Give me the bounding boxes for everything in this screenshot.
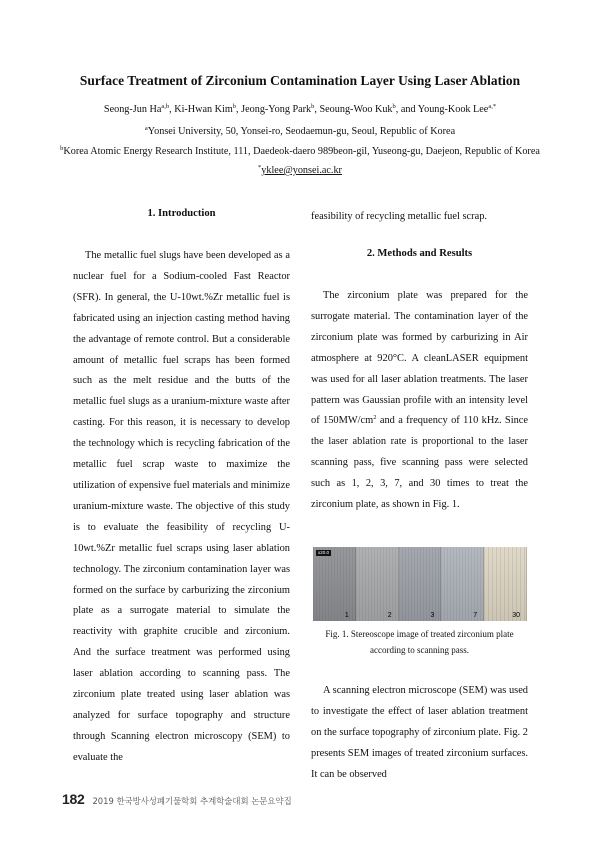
panel-label: 7 <box>473 612 478 619</box>
corresponding-email <box>0 164 600 177</box>
author-separator: , <box>314 104 320 115</box>
page-footer <box>62 791 292 807</box>
affiliation-a <box>0 125 600 138</box>
sem-paragraph: A scanning electron microscope (SEM) was used to investigate the effect of laser ablation treatment on the surface topography of zirconium plate. Fig. 2 presents SEM images of treated zirconium surfaces. It can be observed <box>311 685 528 780</box>
intro-paragraph: The metallic fuel slugs have been developed as a nuclear fuel for a Sodium-cooled Fast Reactor (SFR). In general, the U-10wt.%Zr metallic fuel is fabricated using an injection casting method having the advantage of remote control. But a considerable amount of metallic fuel scraps has been formed such as the melt residue and the butts of the metallic fuel slugs as a uranium-mixture waste after casting. For this reason, it is necessary to develop the technology which is recycling fabrication of the metallic fuel scrap waste to maximize the utilization of expensive fuel materials and minimize uranium-mixture waste. The objective of this study is to evaluate the feasibility of recycling U-10wt.%Zr metallic fuel scraps using laser ablation technology. The zirconium contamination layer was formed on the surface by carburizing the zirconium plate as a surrogate material to simulate the reactivity with graphite crucible and zirconium. And the surface treatment was performed using laser ablation according to scanning pass. The zirconium plate treated using laser ablation was analyzed for surface topography and structure through Scanning electron microscopy (SEM) to evaluate the <box>73 250 290 763</box>
page-number: 182 <box>62 791 85 807</box>
figure-panel <box>356 547 399 621</box>
methods-text-a: The zirconium plate was prepared for the surrogate material. The contamination layer of the zirconium plate was formed by carburizing in Air atmosphere at 920°C. A cleanLASER equipment was used for all laser ablation treatments. The laser pattern was Gaussian profile with an intensity level of 150MW/cm <box>311 290 528 427</box>
author-separator: , <box>236 104 242 115</box>
methods-heading: 2. Methods and Results <box>366 248 473 259</box>
figure-panel <box>441 547 484 621</box>
author-affiliation-mark: b <box>232 103 237 110</box>
email-link[interactable]: yklee@yonsei.ac.kr <box>261 165 342 176</box>
figure-panel <box>313 547 356 621</box>
stereoscope-figure <box>313 547 527 621</box>
panel-label: 30 <box>512 612 520 619</box>
figure-caption <box>311 626 528 658</box>
affiliation-b <box>0 145 600 158</box>
author-name: Seoung-Woo Kuk <box>319 104 393 115</box>
email-mark: * <box>258 164 262 171</box>
panel-label: 2 <box>387 612 392 619</box>
author-name: Young-Kook Lee <box>417 104 489 115</box>
paper-title: Surface Treatment of Zirconium Contamination Layer Using Laser Ablation <box>79 73 521 88</box>
figure-caption-line2: according to scanning pass. <box>370 645 469 655</box>
panel-label: 1 <box>344 612 349 619</box>
author-name: Ki-Hwan Kim <box>174 104 233 115</box>
figure-panel <box>484 547 527 621</box>
methods-paragraph <box>311 286 528 516</box>
author-list <box>0 103 600 116</box>
author-affiliation-mark: b <box>311 103 315 110</box>
author-separator: , and <box>395 104 418 115</box>
affiliation-a-text: Yonsei University, 50, Yonsei-ro, Seodaemun-gu, Seoul, Republic of Korea <box>147 126 456 137</box>
affiliation-b-text: Korea Atomic Energy Research Institute, 111, Daedeok-daero 989beon-gil, Yuseong-gu, Daejeon, Republic of Korea <box>63 146 540 157</box>
affiliation-b-mark: b <box>60 145 64 152</box>
scale-label: x20.0 <box>318 550 330 555</box>
intro-heading: 1. Introduction <box>147 208 216 219</box>
affiliation-a-mark: a <box>144 125 148 132</box>
methods-superscript: 2 <box>373 414 377 422</box>
author-separator: , <box>169 104 175 115</box>
methods-text-b: and a frequency of 110 kHz. Since the laser ablation rate is proportional to the laser scanning pass, five scanning pass were selected such as 1, 2, 3, 7, and 30 times to treat the zirconium plate, as shown in Fig. 1. <box>311 415 529 511</box>
figure-caption-line1: Fig. 1. Stereoscope image of treated zirconium plate <box>325 629 514 639</box>
author-name: Jeong-Yong Park <box>241 104 312 115</box>
panel-label: 3 <box>430 612 435 619</box>
proceedings-name: 2019 한국방사성폐기물학회 추계학술대회 논문요약집 <box>92 796 292 806</box>
author-affiliation-mark: b <box>392 103 396 110</box>
author-name: Seong-Jun Ha <box>103 104 162 115</box>
intro-continuation: feasibility of recycling metallic fuel scrap. <box>311 211 487 222</box>
author-affiliation-mark: a,* <box>488 103 497 110</box>
figure-panel <box>399 547 442 621</box>
author-affiliation-mark: a,b <box>161 103 170 110</box>
